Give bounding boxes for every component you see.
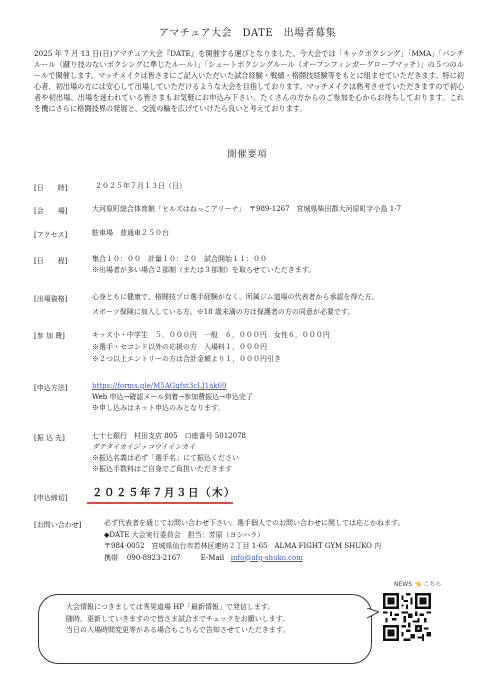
fee-line: ※２つ以上エントリーの方は合計金額より１，０００円引き bbox=[92, 355, 281, 363]
transfer-line: 七十七銀行 村田支店 805 口座番号 5012078 bbox=[92, 432, 246, 440]
deadline-value: ２０２５年７月３日（木） bbox=[92, 487, 236, 499]
contact-value bbox=[104, 518, 404, 564]
eligibility-value bbox=[92, 292, 378, 318]
contact-line: 必ず代表者を通じてお問い合わせ下さい。選手個人でのお問い合わせに関しては応じかねます。 bbox=[104, 519, 405, 527]
notice-line: 大会情報につきましては秀晃道場 HP「最新情報」で発信します。 bbox=[66, 603, 275, 611]
apply-label: [申込方法] bbox=[34, 384, 68, 392]
access-label: [アクセス] bbox=[34, 231, 68, 239]
fee-value bbox=[92, 329, 330, 365]
transfer-line: ※振込手数料はご自身でご負担いただきます bbox=[92, 465, 232, 473]
access-line: 駐車場 普通車２５０台 bbox=[92, 229, 169, 237]
apply-line: ※申し込みはネット申込のみとなります。 bbox=[92, 404, 225, 412]
contact-phone-line bbox=[104, 553, 404, 565]
phone-number[interactable]: 090-8923-2167 bbox=[126, 553, 181, 562]
date-line: ２０２５年７月１３日（日） bbox=[95, 182, 186, 190]
transfer-line: ダテタイカイジッコウイインカイ bbox=[92, 443, 196, 451]
qr-code-icon[interactable] bbox=[383, 593, 431, 641]
apply-line: Web 申込→確認メール到着→参加費振込→申込完了 bbox=[92, 393, 253, 401]
schedule-line: 集合１０：００ 計量１０：２０ 試合開始１１：００ bbox=[92, 255, 267, 263]
eligibility-line: スポーツ保険に加入している方。※18 歳未満の方は保護者の方の同意が必要です。 bbox=[92, 308, 355, 316]
eligibility-line: 心身ともに健康で、格闘技プロ選手経験がなく、所属ジム道場の代表者から承認を得た方。 bbox=[92, 293, 379, 301]
apply-value bbox=[92, 381, 253, 414]
fee-line: ※選手・セコンド以外の応援の方 入場料１，０００円 bbox=[92, 343, 267, 351]
access-value bbox=[92, 228, 169, 239]
schedule-value bbox=[92, 254, 315, 276]
apply-form-link[interactable]: https://forms.gle/M5AGqfst3cLJ1ak69 bbox=[92, 382, 227, 390]
date-value bbox=[95, 181, 186, 192]
schedule-line: ※出場者が多い場合２部制（または３部制）を取らせていただきます。 bbox=[92, 266, 316, 274]
news-label: NEWS bbox=[394, 581, 413, 588]
date-label: [日 時] bbox=[34, 184, 68, 192]
email-link[interactable]: info@afg-shuko.com bbox=[230, 553, 303, 562]
phone-label: 携帯 bbox=[104, 553, 118, 562]
contact-line: 〒984-0052 宮城県仙台市若林区連坊２丁目 1-65 ALMA FIGHT GYM SHUKO 内 bbox=[104, 542, 382, 550]
schedule-label: [日 程] bbox=[34, 257, 68, 265]
venue-value bbox=[92, 204, 401, 215]
transfer-line: ※振込名義は必ず「選手名」にて振込ください bbox=[92, 454, 239, 462]
notice-text bbox=[66, 602, 366, 637]
deadline-label: [申込締切] bbox=[34, 494, 68, 502]
contact-label: [お問い合わせ] bbox=[34, 521, 82, 529]
speech-bubble-tail-icon bbox=[367, 608, 379, 620]
notice-line: 随時、更新していきますので皆さま試合までチェックをお願いします。 bbox=[66, 614, 290, 623]
venue-label: [会 場] bbox=[34, 207, 68, 215]
intro-paragraph: 2025 年 7 月 13 日(日)アマチュア大会『DATE』を開催する運びとなりました。今大会では「キックボクシング」「MMA」「パンチルール（蹴り技のないボクシングに準じたルール）」「シュートボクシングルール（オープンフィンガーグローブマッチ）」の５つのルールで開催します。マッチメイクは皆さまにご記入いただいた試合経験・戦績・格闘技経験等をもとに組ませていただきます。特に初心者、初出場の方には安心して出場していただけるような大会を目指しております。マッチメイクは熟考させていただきますので初心者や初出場、出場を迷われている皆さまもお気軽にお申込み下さい。たくさんの方からのご参加を心からお待ちしております。これを機にさらに格闘技界の発展と、交流の輪を広げていけたら良いと考えております。 bbox=[34, 49, 464, 113]
transfer-label: [振 込 先] bbox=[34, 434, 65, 442]
page-title: アマチュア大会 DATE 出場者募集 bbox=[158, 28, 337, 39]
section-title: 開催要項 bbox=[227, 150, 268, 160]
fee-label: [参 加 費] bbox=[34, 332, 65, 340]
news-suffix: こちら bbox=[423, 581, 442, 588]
email-label: E-Mail bbox=[200, 553, 225, 562]
fee-line: キッズ小・中学生 ５，０００円 一般 ６，０００円 女性６，０００円 bbox=[92, 331, 330, 339]
contact-line: ◆DATE 大会実行委員会 担当：芳原（ヨシハラ） bbox=[104, 530, 265, 539]
eligibility-label: [出場資格] bbox=[34, 295, 68, 303]
notice-line: 当日の入場時間変更等がある場合もこちらで告知させていただきます。 bbox=[66, 626, 290, 634]
venue-line: 大河原町総合体育館「ヒルズはねっこアリーナ」 〒989-1267 宮城県柴田郡大河原町字小島 1-7 bbox=[92, 205, 402, 213]
transfer-value bbox=[92, 431, 246, 475]
news-caption bbox=[394, 579, 441, 588]
pointing-hand-icon: 👈 bbox=[413, 581, 422, 588]
deadline-underline bbox=[87, 502, 233, 504]
